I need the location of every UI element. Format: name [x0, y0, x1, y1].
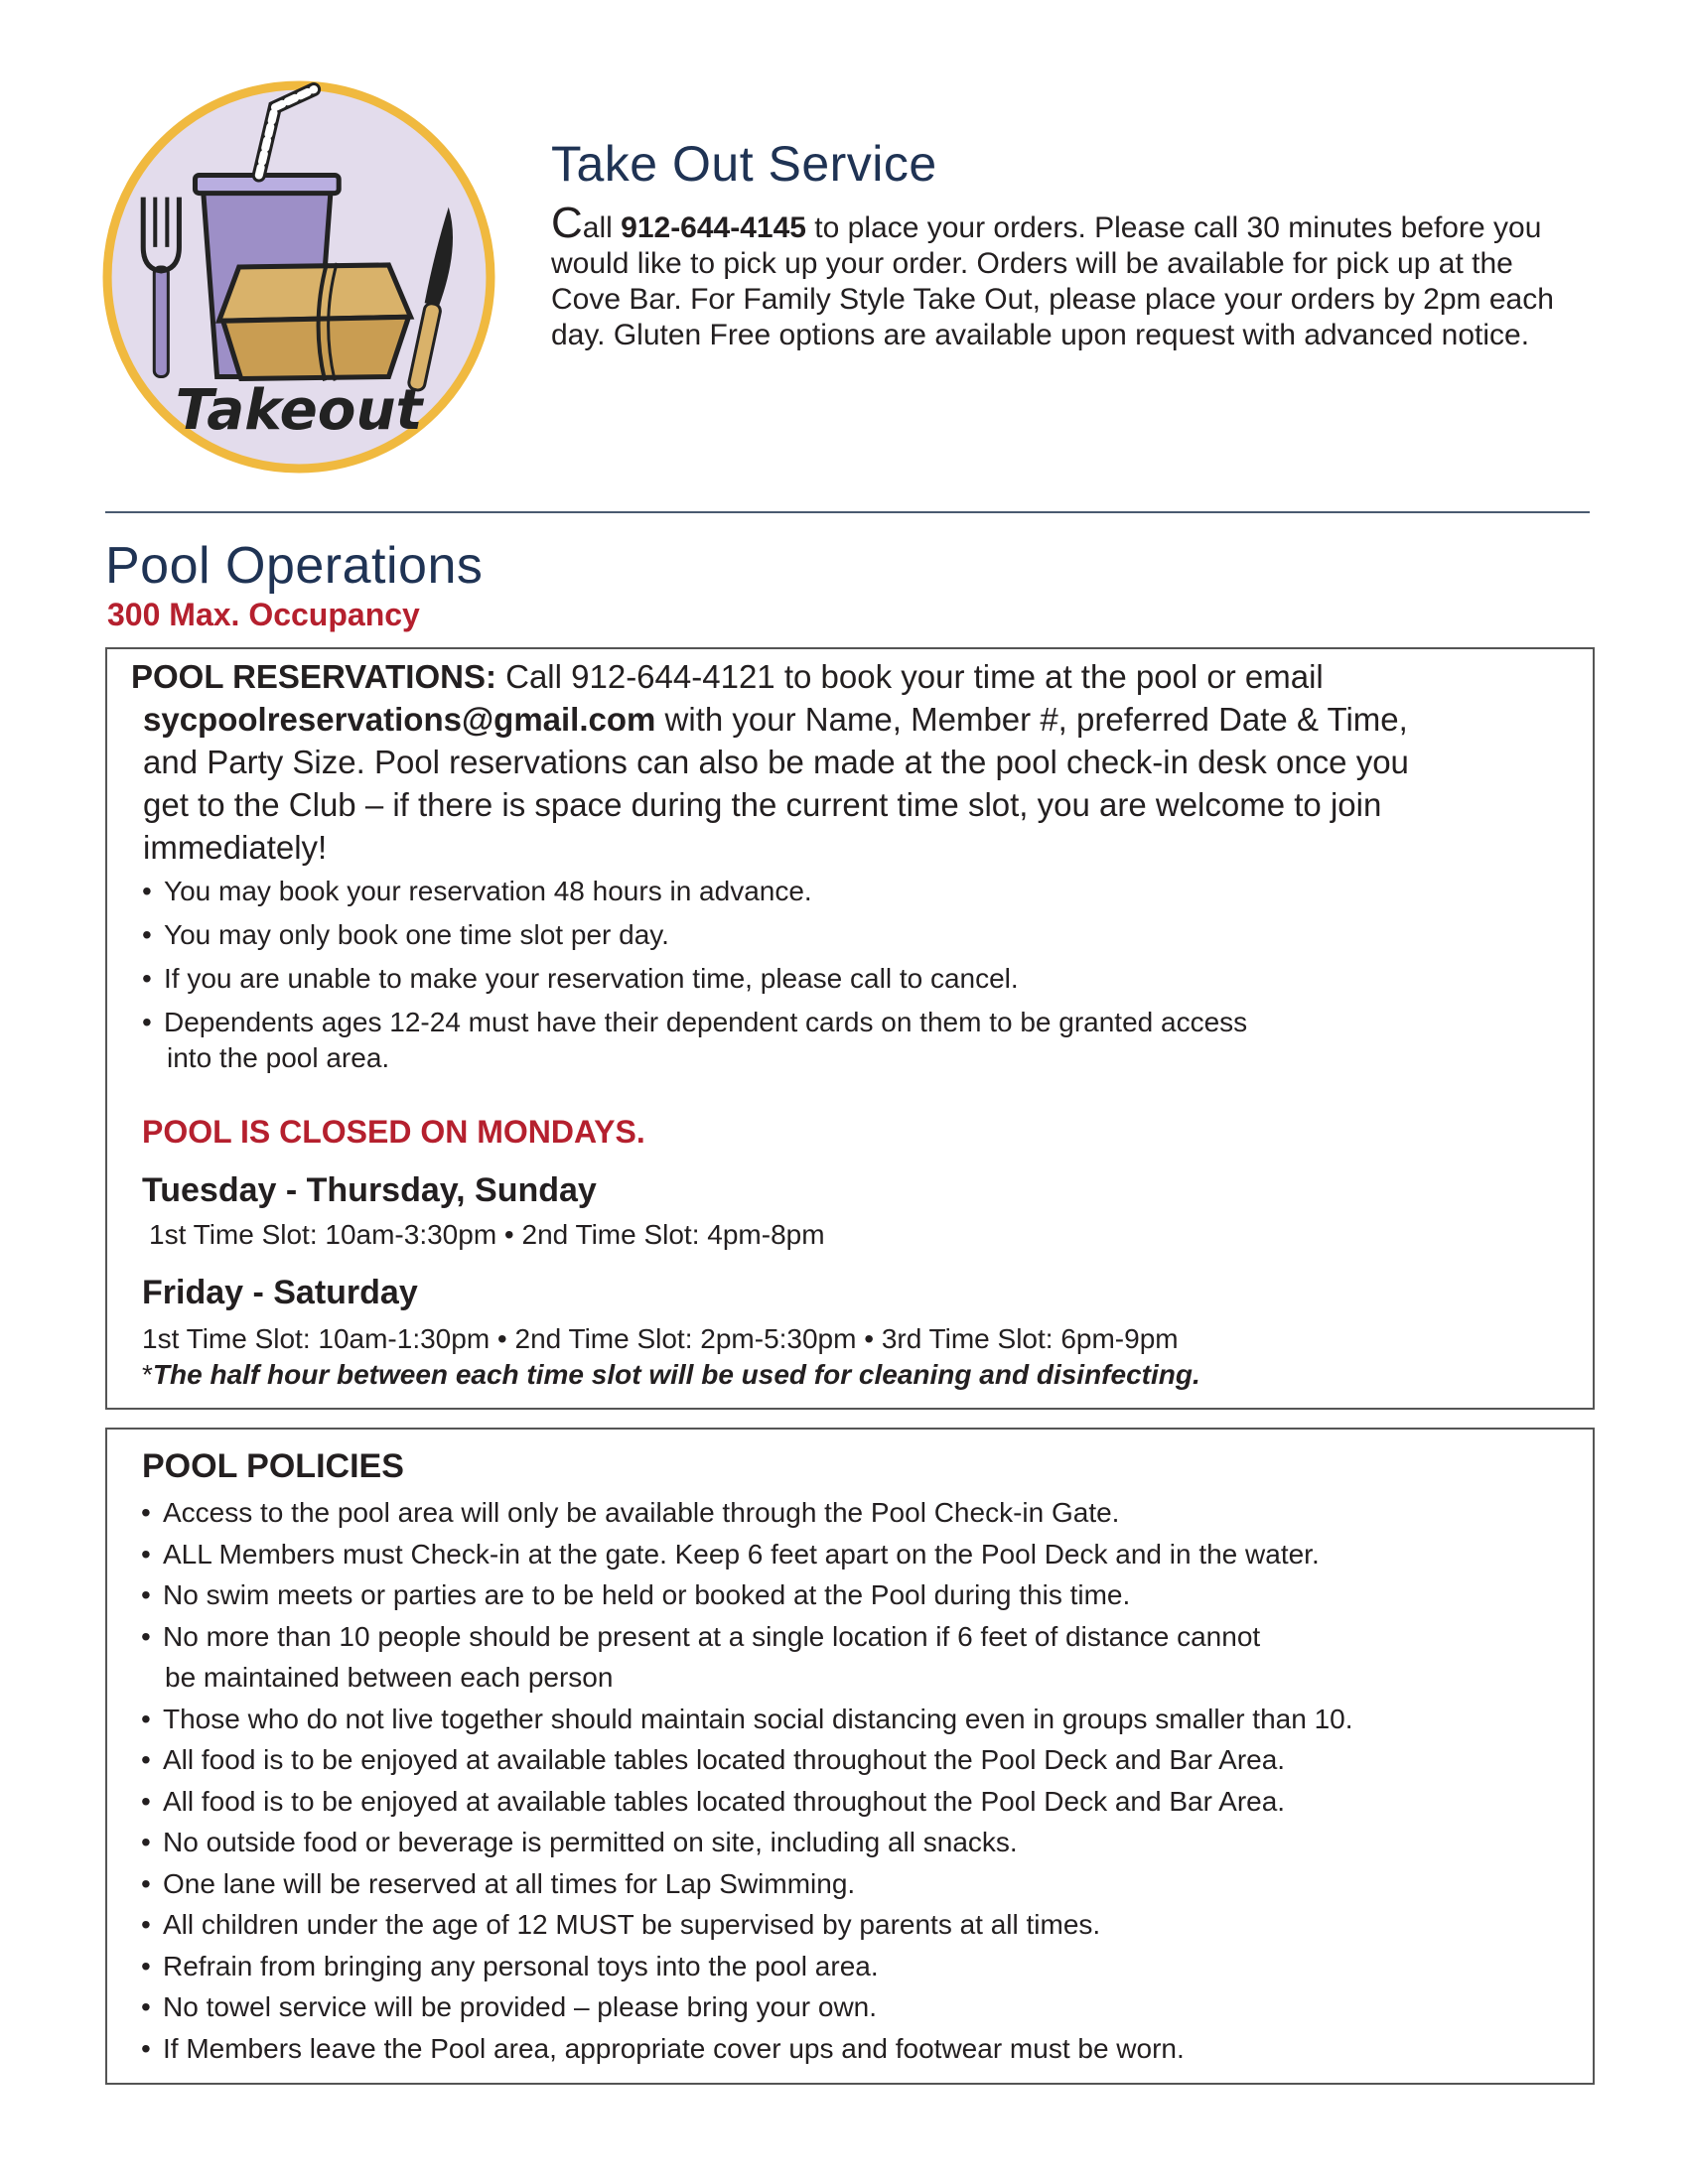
reservations-line2: with your Name, Member #, preferred Date & Time,	[655, 701, 1408, 738]
weekday-time-slots: 1st Time Slot: 10am-3:30pm • 2nd Time Slot: 4pm-8pm	[149, 1219, 825, 1250]
reservations-email[interactable]: sycpoolreservations@gmail.com	[143, 701, 656, 738]
list-item: • Refrain from bringing any personal toys into the pool area.	[141, 1946, 1571, 1987]
list-item: • One lane will be reserved at all times for Lap Swimming.	[141, 1863, 1571, 1905]
list-item: • All children under the age of 12 MUST be supervised by parents at all times.	[141, 1904, 1571, 1946]
list-item: • No swim meets or parties are to be held or booked at the Pool during this time.	[141, 1574, 1571, 1616]
section-divider	[105, 511, 1590, 513]
list-item: • You may book your reservation 48 hours in advance.	[142, 874, 1532, 909]
list-item-line: No more than 10 people should be present at a single location if 6 feet of distance cannot	[163, 1620, 1261, 1652]
takeout-title: Take Out Service	[551, 136, 937, 192]
takeout-box-icon	[219, 263, 411, 381]
reservations-line4: get to the Club – if there is space during the current time slot, you are welcome to join	[143, 786, 1382, 823]
list-item: • If Members leave the Pool area, appropriate cover ups and footwear must be worn.	[141, 2028, 1571, 2070]
list-item: • You may only book one time slot per day.	[142, 917, 1532, 953]
max-occupancy: 300 Max. Occupancy	[107, 597, 420, 632]
list-item: • ALL Members must Check-in at the gate. Keep 6 feet apart on the Pool Deck and in the water.	[141, 1534, 1571, 1575]
takeout-description	[551, 199, 1584, 353]
list-item-line: into the pool area.	[167, 1042, 390, 1073]
list-item: • Those who do not live together should maintain social distancing even in groups smaller than 10.	[141, 1699, 1571, 1740]
list-item: • All food is to be enjoyed at available tables located throughout the Pool Deck and Bar Area.	[141, 1781, 1571, 1823]
list-item: • All food is to be enjoyed at available tables located throughout the Pool Deck and Bar Area.	[141, 1739, 1571, 1781]
takeout-text-start: all	[582, 211, 622, 244]
note-text: The half hour between each time slot will be used for cleaning and disinfecting.	[152, 1359, 1200, 1390]
reservations-line3: and Party Size. Pool reservations can also be made at the pool check-in desk once you	[143, 744, 1409, 780]
reservations-line1: Call 912-644-4121 to book your time at the pool or email	[495, 658, 1324, 695]
list-item: • No towel service will be provided – please bring your own.	[141, 1986, 1571, 2028]
weekend-time-slots: 1st Time Slot: 10am-1:30pm • 2nd Time Slot: 2pm-5:30pm • 3rd Time Slot: 6pm-9pm	[142, 1323, 1179, 1354]
list-item-line: be maintained between each person	[165, 1662, 614, 1693]
logo-text: Takeout	[175, 377, 423, 443]
dropcap: C	[551, 199, 583, 247]
takeout-text-rest: to place your orders. Please call 30 minutes before you would like to pick up your order. Orders will be available for pick up at the Cove Bar. For Family Style Take Out, please place your orders by 2pm each day. Gluten Free options are available upon request with advanced notice.	[551, 211, 1554, 351]
list-item	[141, 1616, 1571, 1699]
note-mark: *	[142, 1359, 153, 1390]
list-item	[142, 1005, 1532, 1076]
pool-operations-title: Pool Operations	[105, 537, 484, 595]
list-item-line: Dependents ages 12-24 must have their dependent cards on them to be granted access	[164, 1007, 1248, 1037]
closed-notice: POOL IS CLOSED ON MONDAYS.	[142, 1114, 645, 1150]
list-item: • No outside food or beverage is permitted on site, including all snacks.	[141, 1822, 1571, 1863]
reservation-rules	[142, 874, 1532, 1084]
weekend-schedule-label: Friday - Saturday	[142, 1274, 418, 1311]
reservations-line5: immediately!	[143, 829, 328, 866]
policies-list	[141, 1492, 1571, 2069]
reservations-label: POOL RESERVATIONS:	[131, 658, 496, 695]
weekday-schedule-label: Tuesday - Thursday, Sunday	[142, 1171, 597, 1209]
cleaning-note	[142, 1359, 1200, 1391]
takeout-phone[interactable]: 912-644-4145	[621, 211, 806, 244]
list-item: • Access to the pool area will only be available through the Pool Check-in Gate.	[141, 1492, 1571, 1534]
list-item: • If you are unable to make your reservation time, please call to cancel.	[142, 961, 1532, 997]
reservations-intro	[131, 655, 1591, 869]
takeout-logo-icon	[99, 77, 498, 477]
policies-title: POOL POLICIES	[142, 1447, 404, 1485]
